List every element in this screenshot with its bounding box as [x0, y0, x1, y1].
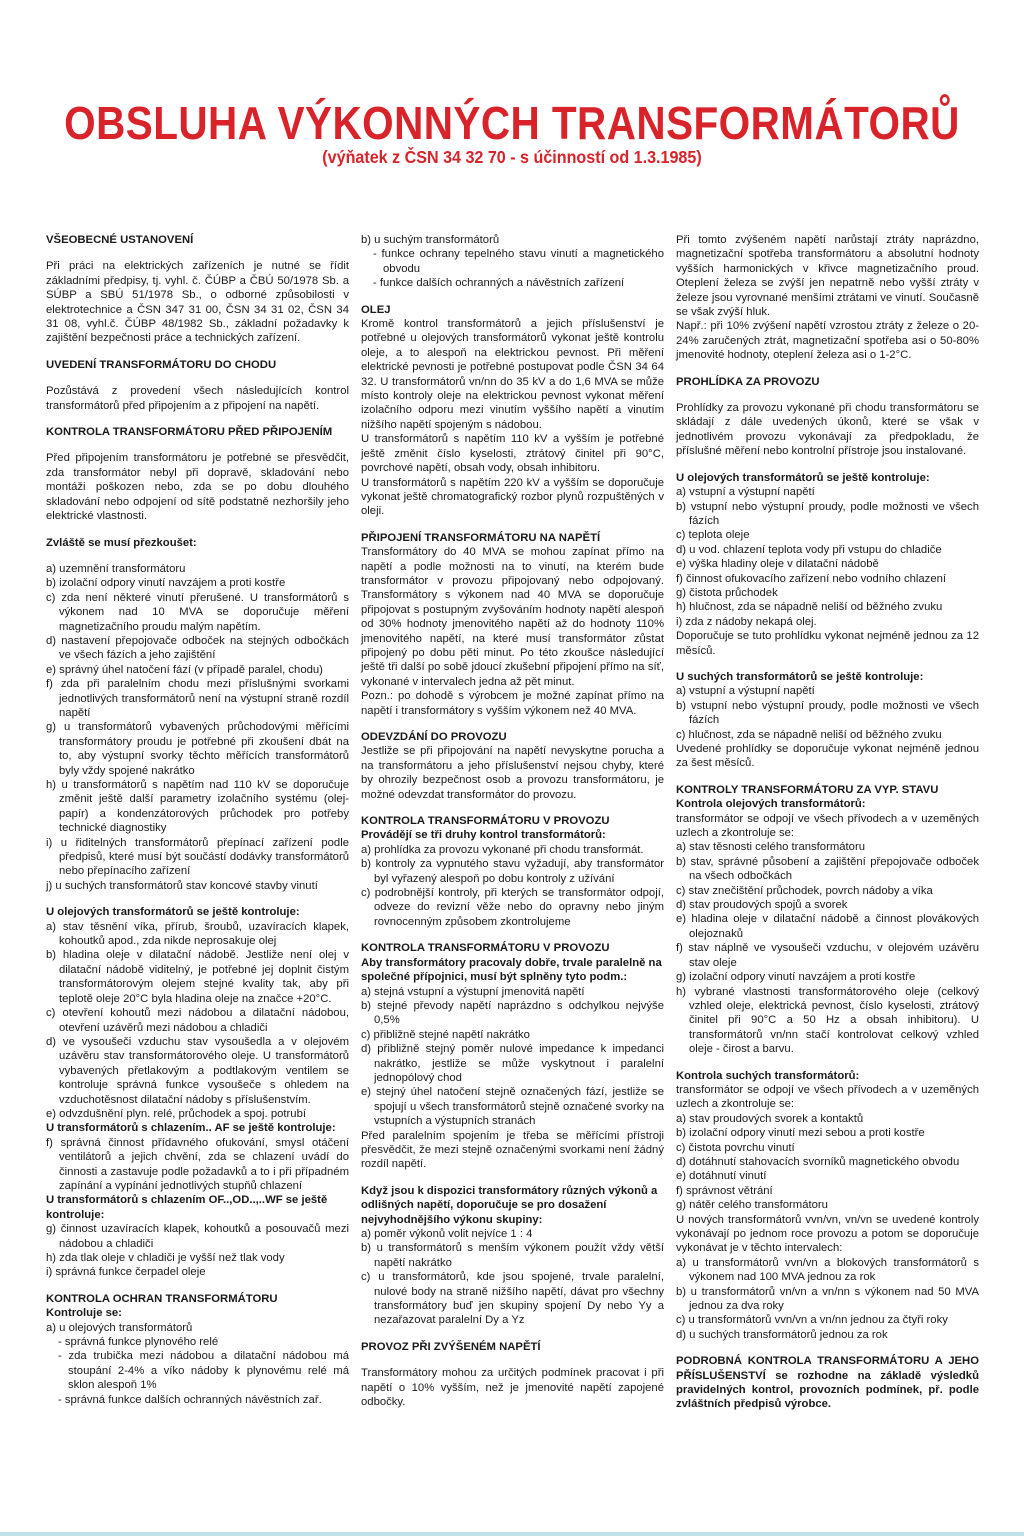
section-heading: OLEJ: [361, 303, 391, 316]
list-item: i) zda z nádoby nekapá olej.: [676, 615, 817, 628]
paragraph: U nových transformátorů vvn/vn, vn/vn se uvedené kontroly vykonávají po jednom roce provozu a potom se doporučuje vykonávat je v těchto intervalech:: [676, 1213, 979, 1255]
list-item: c) teplota oleje: [676, 529, 750, 542]
list-item: a) stejná vstupní a výstupní jmenovitá napětí: [361, 985, 585, 998]
section-heading: UVEDENÍ TRANSFORMÁTORU DO CHODU: [46, 358, 277, 371]
section-heading: PŘIPOJENÍ TRANSFORMÁTORU NA NAPĚTÍ: [361, 531, 601, 544]
list-item: i) u řiditelných transformátorů přepínací zařízení podle předpisů, které musí být součástí dodávky transformátorů nebo přepínacího zařízení: [46, 836, 349, 878]
paragraph: Transformátory mohou za určitých podmínek pracovat i při napětí o 10% vyšším, než je jmenovité napětí zapojené odbočky.: [361, 1367, 664, 1409]
list-item: c) hlučnost, zda se nápadně neliší od běžného zvuku: [676, 728, 942, 741]
section-heading: KONTROLY TRANSFORMÁTORU ZA VYP. STAVU: [676, 783, 939, 796]
dash-item: - správná funkce plynového relé: [58, 1336, 219, 1349]
page-title: OBSLUHA VÝKONNÝCH TRANSFORMÁTORŮ: [64, 97, 960, 149]
list-item: g) u transformátorů vybavených průchodovými měřícími transformátory proudu je potřebné při zkoušení dbát na to, aby výstupní svorky těchto měřících transformátorů byly vždy spojené nakrátko: [46, 721, 349, 777]
section-heading: U suchých transformátorů se ještě kontroluje:: [676, 670, 924, 683]
section-heading: Když jsou k dispozici transformátory různých výkonů a odlišných napětí, doporučuje se pro dosažení nejvyhodnějšího výkonu skupiny:: [361, 1184, 658, 1226]
list-item: d) dotáhnutí stahovacích svorníků magnetického obvodu: [676, 1155, 960, 1168]
section-heading: ODEVZDÁNÍ DO PROVOZU: [361, 731, 507, 743]
list-item: c) podrobnější kontroly, při kterých se transformátor odpojí, odveze do revizní věže nebo do opravny nebo jiným rovnocenným způsobem zkontrolujeme: [361, 887, 664, 928]
list-item: g) izolační odpory vinutí navzájem a proti kostře: [676, 971, 916, 984]
dash-item: - zda trubička mezi nádobou a dilatační nádobou má stoupání 2-4% a víko nádoby k plynovému relé má sklon alespoň 1%: [58, 1350, 349, 1392]
list-item: c) otevření kohoutů mezi nádobou a dilatační nádobou, otevření uzávěrů mezi nádobou a chladiči: [46, 1007, 349, 1034]
paragraph: Před paralelním spojením je třeba se měřícími přístroji přesvědčit, že mezi stejně označenými svorkami není žádný rozdíl napětí.: [361, 1129, 664, 1171]
text-column-1: [46, 233, 349, 1407]
list-item: i) správná funkce čerpadel oleje: [46, 1266, 206, 1279]
section-heading: Aby transformátory pracovaly dobře, trvale paralelně na společné přípojnici, musí být splněny tyto podm.:: [361, 956, 662, 984]
section-heading: Kontroluje se:: [46, 1307, 122, 1320]
section-heading: Zvláště se musí přezkoušet:: [46, 536, 197, 549]
paragraph: Pozůstává z provedení všech následujících kontrol transformátorů před připojením a z připojení na napětí.: [46, 385, 349, 412]
list-item: d) u suchých transformátorů jednou za rok: [676, 1328, 888, 1341]
list-item: h) hlučnost, zda se nápadně neliší od běžného zvuku: [676, 601, 943, 614]
list-item: e) odvzdušnění plyn. relé, průchodek a spoj. potrubí: [46, 1107, 306, 1120]
list-item: b) hladina oleje v dilatační nádobě. Jestliže není olej v dilatační nádobě viditelný, je potřebné jej doplnit čistým transformátorovým olejem stejné kvality tak, aby při teplotě oleje 20°C byla hladina oleje na značce +20°C.: [46, 949, 349, 1005]
list-item: a) stav těsnění víka, přírub, šroubů, uzavíracích klapek, kohoutků apod., zda nikde neprosakuje olej: [46, 920, 349, 948]
paragraph: Před připojením transformátoru je potřebné se přesvědčit, zda transformátor nebyl při dopravě, skladování nebo montáži poškozen nebo, zda se po dobu dlouhého skladování nebo odpojení od sítě podstatně nezhoršily jeho elektrické vlastnosti.: [46, 452, 349, 523]
list-item: a) u transformátorů vvn/vn a blokových transformátorů s výkonem nad 100 MVA jednou za rok: [676, 1256, 979, 1284]
list-item: b) u transformátorů vn/vn a vn/nn s výkonem nad 50 MVA jednou za dva roky: [676, 1285, 979, 1313]
list-item: e) hladina oleje v dilatační nádobě a činnost plovákových olejoznaků: [676, 913, 979, 940]
paragraph: Jestliže se při připojování na napětí nevyskytne porucha a na transformátoru a jeho příslušenství nejsou chyby, které by ohrozily bezpečnost osob a provozu transformátoru, je možné odevzdat transformátor do provozu.: [361, 745, 664, 801]
section-heading: KONTROLA TRANSFORMÁTORU V PROVOZU: [361, 942, 610, 955]
list-item: a) stav těsnosti celého transformátoru: [676, 841, 865, 854]
paragraph: U transformátorů s napětím 220 kV a vyšším se doporučuje vykonat ještě chromatografický rozbor plynů rozpuštěných v oleji.: [361, 476, 664, 518]
list-item: e) správný úhel natočení fází (v případě paralel, chodu): [46, 663, 323, 676]
section-heading: VŠEOBECNÉ USTANOVENÍ: [46, 234, 194, 246]
section-heading: U olejových transformátorů se ještě kontroluje:: [46, 906, 300, 919]
bottom-rule: [0, 1532, 1024, 1536]
list-item: a) poměr výkonů volit nejvíce 1 : 4: [361, 1228, 533, 1240]
list-item: d) stav proudových spojů a svorek: [676, 899, 848, 912]
list-item: b) kontroly za vypnutého stavu vyžadují, aby transformátor byl vyřazený alespoň po dobu kontroly z užívání: [361, 858, 664, 885]
list-item: b) stav, správné působení a zajištění přepojovače odboček na všech odbočkách: [676, 855, 979, 883]
paragraph: transformátor se odpojí ve všech přívodech a v uzeměných uzlech a zkontroluje se:: [676, 812, 979, 840]
list-item: b) izolační odpory vinutí mezi sebou a proti kostře: [676, 1127, 925, 1140]
list-item: b) u suchým transformátorů: [361, 234, 500, 246]
list-item: c) u transformátorů, kde jsou spojené, trvale paralelní, nulové body na straně nižšího napětí, dávat pro všechny transformátory buď jen skupiny spojení Dy nebo Yy a nezařazovat paralelní Dy a Yz: [361, 1271, 664, 1327]
paragraph: Doporučuje se tuto prohlídku vykonat nejméně jednou za 12 měsíců.: [676, 630, 979, 657]
list-item: g) čistota průchodek: [676, 586, 778, 599]
dash-item: - funkce dalších ochranných a návěstních zařízení: [373, 277, 625, 290]
dash-item: - správná funkce dalších ochranných návěstních zař.: [58, 1393, 322, 1406]
list-item: b) izolační odpory vinutí navzájem a proti kostře: [46, 577, 286, 590]
list-item: c) přibližně stejné napětí nakrátko: [361, 1028, 530, 1041]
section-heading: KONTROLA TRANSFORMÁTORU PŘED PŘIPOJENÍM: [46, 426, 333, 439]
section-heading: Kontrola olejových transformátorů:: [676, 798, 866, 811]
list-item: d) u vod. chlazení teplota vody při vstupu do chladiče: [676, 543, 942, 556]
list-item: a) prohlídka za provozu vykonané při chodu transformát.: [361, 843, 644, 856]
list-item: a) stav proudových svorek a kontaktů: [676, 1112, 864, 1125]
paragraph: PODROBNÁ KONTROLA TRANSFORMÁTORU A JEHO PŘÍSLUŠENSTVÍ se rozhodne na základě výsledků pravidelných kontrol, provozních podmínek, př. podle zvláštních předpisů výrobce.: [676, 1355, 979, 1411]
list-item: h) vybrané vlastnosti transformátorového oleje (celkový vzhled oleje, elektrická pevnost, číslo kyselosti, ztrátový činitel při 90°C a 50 Hz a obsah inhibitoru). U transformátorů vn/nn stačí kontrolovat celkový vzhled oleje - čirost a barvu.: [676, 985, 979, 1056]
list-item: e) dotáhnutí vinutí: [676, 1170, 767, 1183]
list-item: d) přibližně stejný poměr nulové impedance k impedanci nakrátko, jestliže se může vyskytnout i paralelní jednopólový chod: [361, 1043, 664, 1084]
list-item: a) vstupní a výstupní napětí: [676, 685, 815, 698]
dash-item: - funkce ochrany tepelného stavu vinutí a magnetického obvodu: [373, 248, 664, 275]
list-item: j) u suchých transformátorů stav koncové stavby vinutí: [46, 879, 318, 892]
list-item: c) stav znečištění průchodek, povrch nádoby a víka: [676, 884, 933, 897]
list-item: f) stav náplně ve vysoušeči vzduchu, v olejovém uzávěru stav oleje: [676, 942, 979, 969]
section-heading: PROHLÍDKA ZA PROVOZU: [676, 375, 820, 388]
section-heading: PROVOZ PŘI ZVÝŠENÉM NAPĚTÍ: [361, 1340, 541, 1353]
list-item: c) u transformátorů vvn/vn a vn/nn jednou za čtyři roky: [676, 1314, 948, 1327]
list-item: f) zda při paralelním chodu mezi příslušnými svorkami jednotlivých transformátorů není na výstupní straně rozdíl napětí: [46, 678, 349, 719]
section-heading: U transformátorů s chlazením.. AF se ještě kontroluje:: [46, 1122, 336, 1135]
list-item: f) činnost ofukovacího zařízení nebo vodního chlazení: [676, 572, 947, 585]
list-item: a) uzemnění transformátoru: [46, 562, 186, 575]
list-item: b) vstupní nebo výstupní proudy, podle možnosti ve všech fázích: [676, 500, 979, 527]
list-item: g) nátěr celého transformátoru: [676, 1199, 828, 1212]
list-item: h) zda tlak oleje v chladiči je vyšší než tlak vody: [46, 1252, 285, 1264]
section-heading: U transformátorů s chlazením OF..,OD..,..WF se ještě kontroluje:: [46, 1194, 328, 1221]
list-item: b) u transformátorů s menším výkonem použít vždy větší napětí nakrátko: [361, 1242, 664, 1269]
list-item: c) čistota povrchu vinutí: [676, 1141, 795, 1154]
text-column-2: [361, 233, 664, 1409]
list-item: d) ve vysoušeči vzduchu stav vysoušedla a v olejovém uzávěru stav transformátorového oleje. U transformátorů vybavených přetlakovým a podtlakovým ventilem se kontroluje správná funkce vysoušeče s ohledem na vzduchotěsnost dilatační nádoby s příslušenstvím.: [46, 1035, 349, 1106]
section-heading: KONTROLA OCHRAN TRANSFORMÁTORU: [46, 1292, 278, 1305]
list-item: b) vstupní nebo výstupní proudy, podle možnosti ve všech fázích: [676, 699, 979, 727]
paragraph: Transformátory do 40 MVA se mohou zapínat přímo na napětí a podle možnosti na to vinutí, na kterém bude transformátor v provozu připojovaný nebo odpojovaný. Transformátory s výkonem nad 40 MVA se doporučuje připojovat s postupným zvyšováním hodnoty napětí alespoň od 30% hodnoty jmenovitého napětí až do hodnoty 110% jmenovitého napětí, na které musí transformátor zůstat připojený po dobu pěti minut. Po této zkoušce následující ještě tři další po sobě jdoucí zkušební připojení přímo na síť, vykonané v intervalech jedna až pět minut.: [361, 546, 664, 688]
paragraph: Při tomto zvýšeném napětí narůstají ztráty naprázdno, magnetizační spotřeba transformátoru a absolutní hodnoty vyšších harmonických v křivce magnetizačního proud. Oteplení železa se zvýší jen nepatrně nebo vyšší ztráty v železe jsou vyrovnané menšími ztrátami ve vinutí. Současně se však zvýší hluk.: [676, 234, 979, 319]
paragraph: U transformátorů s napětím 110 kV a vyšším je potřebné ještě změnit číslo kyselosti, ztrátový činitel při 90°C, povrchové napětí, obsah vody, obsah inhibitoru.: [361, 433, 664, 475]
list-item: e) stejný úhel natočení stejně označených fází, jestliže se spojují u všech transformátorů stejně označené svorky na vstupních a výstupních stranách: [361, 1086, 664, 1128]
list-item: a) u olejových transformátorů: [46, 1321, 193, 1334]
list-item: f) správnost větrání: [676, 1184, 773, 1197]
paragraph: transformátor se odpojí ve všech přívodech a v uzeměných uzlech a zkontroluje se:: [676, 1083, 979, 1111]
list-item: d) nastavení přepojovače odboček na stejných odbočkách ve všech fázích a jeho zajištění: [46, 634, 349, 662]
section-heading: Kontrola suchých transformátorů:: [676, 1069, 860, 1082]
list-item: f) správná činnost přídavného ofukování, smysl otáčení ventilátorů a jejich chvění, zda se chlazení uvádí do činnosti a zastavuje podle požadavků a to i při případném zapínání a vypínání jednotlivých stupňů chlazení: [46, 1136, 349, 1192]
section-heading: KONTROLA TRANSFORMÁTORU V PROVOZU: [361, 815, 610, 828]
paragraph: Prohlídky za provozu vykonané při chodu transformátoru se skládají z dále uvedených úkonů, které se však v jednotlivém provozu vykonávají za předpokladu, že příslušné měření nebo kontrolní přístroje jsou instalované.: [676, 402, 979, 458]
list-item: b) stejné převody napětí naprázdno s odchylkou nejvýše 0,5%: [361, 999, 664, 1027]
section-heading: U olejových transformátorů se ještě kontroluje:: [676, 471, 930, 484]
section-heading: Provádějí se tři druhy kontrol transformátorů:: [361, 829, 606, 842]
paragraph: Kromě kontrol transformátorů a jejich příslušenství je potřebné u olejových transformátorů vykonat ještě kontrolu oleje, a to alespoň na elektrickou pevnost. Při měření elektrické pevnosti je potřebné postupovat podle ČSN 34 64 32. U transformátorů vn/nn do 35 kV a do 1,6 MVA se může místo kontroly oleje na elektrickou pevnost vykonat měření izolačního odporu mezi vinutím vyššího napětí a vinutím nižšího napětí spojeným s nádobou.: [361, 318, 664, 431]
paragraph: Uvedené prohlídky se doporučuje vykonat nejméně jednou za šest měsíců.: [676, 743, 979, 770]
text-column-3: [676, 233, 979, 1412]
list-item: c) zda není některé vinutí přerušené. U transformátorů s výkonem nad 10 MVA se doporučuje měření magnetizačního proudu malým napětím.: [46, 591, 349, 633]
list-item: e) výška hladiny oleje v dilatační nádobě: [676, 558, 879, 571]
paragraph: Při práci na elektrických zařízeních je nutné se řídit základními předpisy, tj. vyhl. č. ČÚBP a ČBÚ 50/1978 Sb. a SÚBP a SBÚ 51/1978 Sb., o odborné způsobilosti v elektrotechnice a ČSN 347 31 00, ČSN 34 31 02, ČSN 34 31 08, vyhl.č. ČÚBP 48/1982 Sb., základní požadavky k zajištění bezpečnosti práce a technických zařízení.: [46, 260, 349, 345]
paragraph: Např.: při 10% zvýšení napětí vzrostou ztráty z železe o 20-24% zaručených ztrát, magnetizační spotřeba asi o 50-80% jmenovité hodnoty, oteplení železa asi o 1-2°C.: [676, 320, 979, 362]
list-item: a) vstupní a výstupní napětí: [676, 486, 815, 499]
list-item: g) činnost uzavíracích klapek, kohoutků a posouvačů mezi nádobou a chladiči: [46, 1223, 349, 1250]
list-item: h) u transformátorů s napětím nad 110 kV se doporučuje změnit ještě další parametry izolačního systému (olej-papír) a kondenzátorových průchodek pro potřeby technické diagnostiky: [46, 779, 349, 835]
page-subtitle: (výňatek z ČSN 34 32 70 - s účinností od 1.3.1985): [322, 147, 702, 167]
paragraph: Pozn.: po dohodě s výrobcem je možné zapínat přímo na napětí i transformátory s vyšším výkonem než 40 MVA.: [361, 690, 664, 717]
